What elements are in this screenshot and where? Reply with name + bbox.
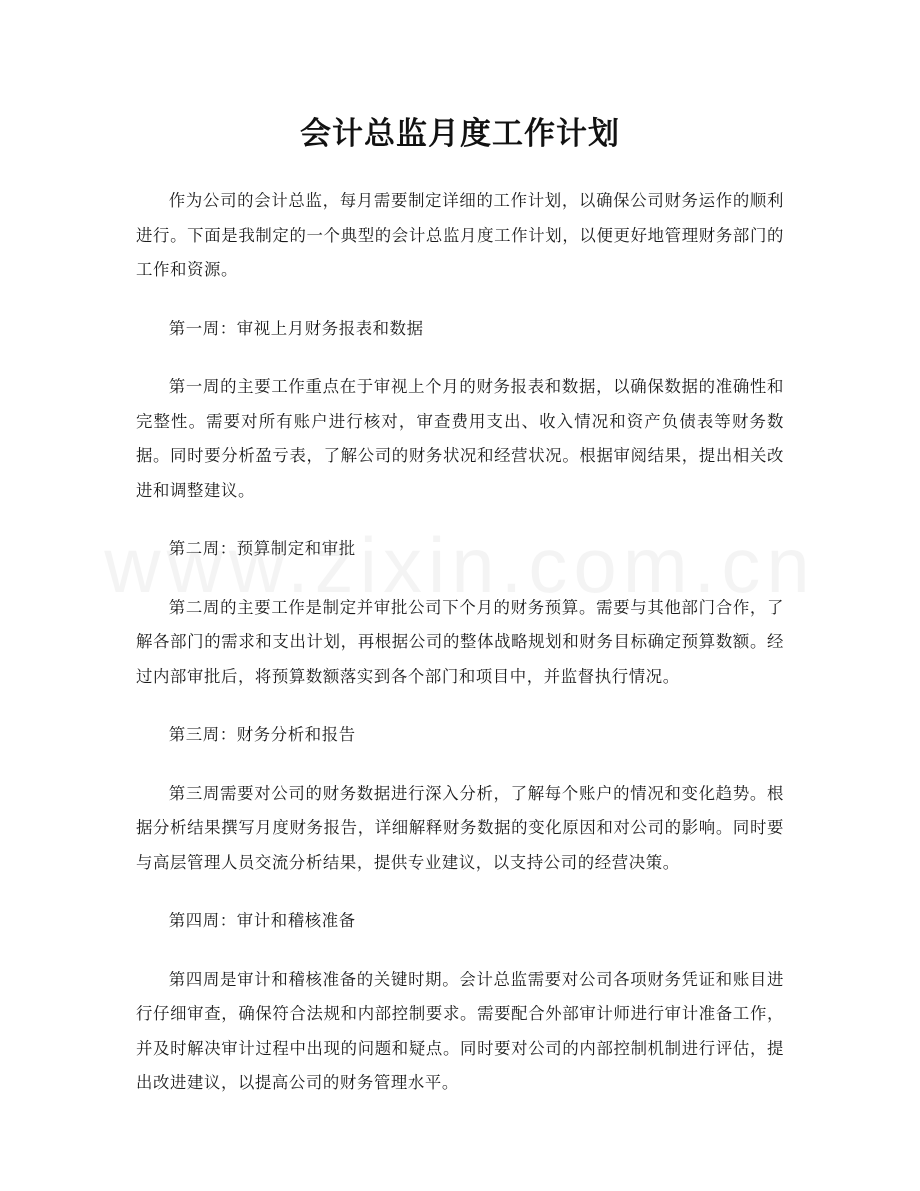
section-body-week-2: 第二周的主要工作是制定并审批公司下个月的财务预算。需要与其他部门合作，了解各部门的需求和支出计划，再根据公司的整体战略规划和财务目标确定预算数额。经过内部审批后，将预算数额落实到各个部门和项目中，并监督执行情况。 xyxy=(136,597,784,686)
section-body-week-4: 第四周是审计和稽核准备的关键时期。会计总监需要对公司各项财务凭证和账目进行仔细审查，确保符合法规和内部控制要求。需要配合外部审计师进行审计准备工作，并及时解决审计过程中出现的问题和疑点。同时要对公司的内部控制机制进行评估，提出改进建议，以提高公司的财务管理水平。 xyxy=(136,969,784,1092)
section-body-week-3: 第三周需要对公司的财务数据进行深入分析，了解每个账户的情况和变化趋势。根据分析结果撰写月度财务报告，详细解释财务数据的变化原因和对公司的影响。同时要与高层管理人员交流分析结果，提供专业建议，以支持公司的经营决策。 xyxy=(136,783,784,872)
section-heading-week-1: 第一周：审视上月财务报表和数据 xyxy=(168,318,424,338)
document-title: 会计总监月度工作计划 xyxy=(300,116,620,152)
section-heading-week-2: 第二周：预算制定和审批 xyxy=(168,539,356,558)
intro-paragraph: 作为公司的会计总监，每月需要制定详细的工作计划，以确保公司财务运作的顺利进行。下面是我制定的一个典型的会计总监月度工作计划，以便更好地管理财务部门的工作和资源。 xyxy=(136,191,784,279)
section-body-week-1: 第一周的主要工作重点在于审视上个月的财务报表和数据，以确保数据的准确性和完整性。需要对所有账户进行核对，审查费用支出、收入情况和资产负债表等财务数据。同时要分析盈亏表，了解公司的财务状况和经营状况。根据审阅结果，提出相关改进和调整建议。 xyxy=(136,377,784,500)
document-body xyxy=(136,184,784,1125)
section-heading-week-3: 第三周：财务分析和报告 xyxy=(168,725,356,744)
section-heading-week-4: 第四周：审计和稽核准备 xyxy=(168,911,356,930)
